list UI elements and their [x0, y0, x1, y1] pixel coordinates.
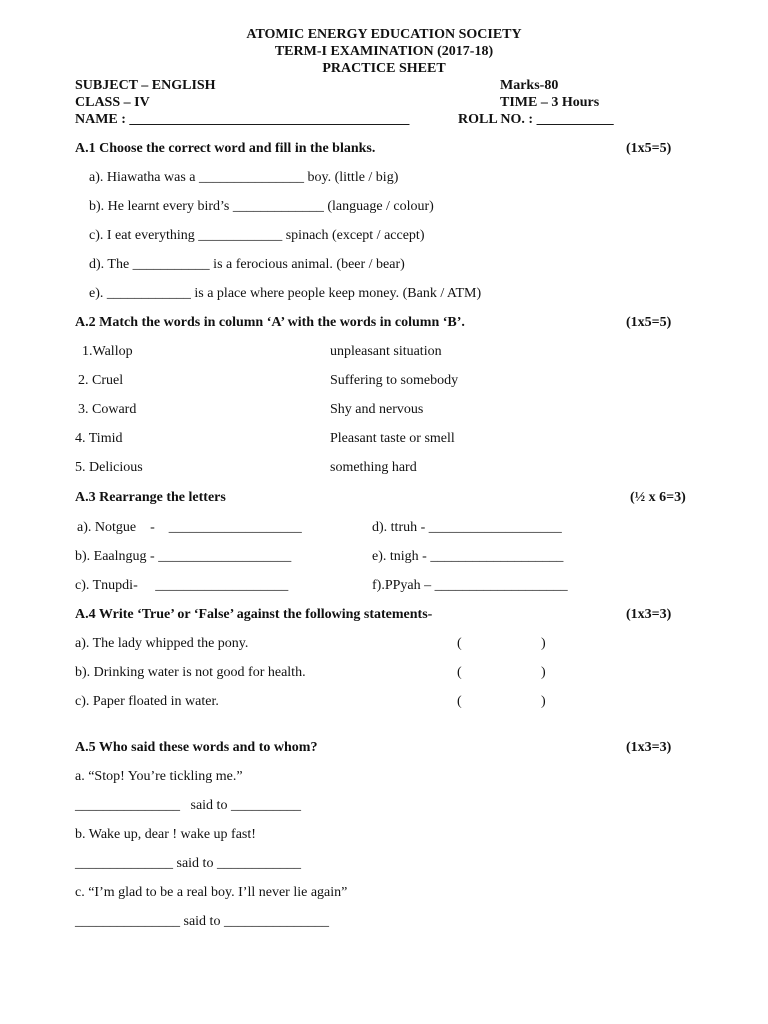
- a3-title: A.3 Rearrange the letters: [75, 490, 226, 505]
- a2-column-a-item: 4. Timid: [75, 431, 123, 446]
- a4-answer-open-paren: (: [457, 665, 462, 680]
- a4-title: A.4 Write ‘True’ or ‘False’ against the following statements-: [75, 607, 433, 622]
- a5-marks: (1x3=3): [626, 740, 672, 755]
- a2-column-b-item: Suffering to somebody: [330, 373, 459, 388]
- a3-item: e). tnigh - ___________________: [372, 549, 564, 564]
- a1-item: d). The ___________ is a ferocious animal. (beer / bear): [89, 257, 405, 272]
- time-label: TIME – 3 Hours: [500, 95, 600, 110]
- a4-answer-open-paren: (: [457, 636, 462, 651]
- a4-answer-close-paren: ): [541, 665, 546, 680]
- sheet-title: PRACTICE SHEET: [322, 61, 446, 76]
- marks-label: Marks-80: [500, 78, 559, 93]
- a4-statement: a). The lady whipped the pony.: [75, 636, 249, 651]
- a1-marks: (1x5=5): [626, 141, 672, 156]
- a4-answer-open-paren: (: [457, 694, 462, 709]
- a5-answer-line: ______________ said to ____________: [75, 856, 301, 871]
- a2-column-a-item: 2. Cruel: [78, 373, 124, 388]
- a3-marks: (½ x 6=3): [630, 490, 686, 505]
- a5-title: A.5 Who said these words and to whom?: [75, 740, 318, 755]
- name-field: NAME : ________________________________________: [75, 112, 410, 127]
- a4-answer-close-paren: ): [541, 636, 546, 651]
- roll-number-field: ROLL NO. : ___________: [458, 112, 614, 127]
- a5-quote: a. “Stop! You’re tickling me.”: [75, 769, 243, 784]
- exam-title: TERM-I EXAMINATION (2017-18): [274, 44, 494, 59]
- subject-label: SUBJECT – ENGLISH: [75, 78, 216, 93]
- class-label: CLASS – IV: [75, 95, 150, 110]
- a5-quote: b. Wake up, dear ! wake up fast!: [75, 827, 256, 842]
- a2-column-a-item: 5. Delicious: [75, 460, 143, 475]
- a1-title: A.1 Choose the correct word and fill in the blanks.: [75, 141, 376, 156]
- a2-title: A.2 Match the words in column ‘A’ with the words in column ‘B’.: [75, 315, 465, 330]
- a3-item: f).PPyah – ___________________: [372, 578, 568, 593]
- a4-marks: (1x3=3): [626, 607, 672, 622]
- a4-statement: b). Drinking water is not good for health.: [75, 665, 306, 680]
- a2-marks: (1x5=5): [626, 315, 672, 330]
- a5-quote: c. “I’m glad to be a real boy. I’ll never lie again”: [75, 885, 348, 900]
- school-society-title: ATOMIC ENERGY EDUCATION SOCIETY: [246, 27, 522, 42]
- a2-column-b-item: something hard: [330, 460, 417, 475]
- a2-column-b-item: Pleasant taste or smell: [330, 431, 455, 446]
- a5-answer-line: _______________ said to __________: [75, 798, 301, 813]
- a1-item: e). ____________ is a place where people keep money. (Bank / ATM): [89, 286, 482, 301]
- a1-item: c). I eat everything ____________ spinach (except / accept): [89, 228, 425, 243]
- a3-item: b). Eaalngug - ___________________: [75, 549, 292, 564]
- a4-statement: c). Paper floated in water.: [75, 694, 219, 709]
- a1-item: a). Hiawatha was a _______________ boy. (little / big): [89, 170, 399, 185]
- a2-column-b-item: Shy and nervous: [330, 402, 424, 417]
- a4-answer-close-paren: ): [541, 694, 546, 709]
- a5-answer-line: _______________ said to _______________: [75, 914, 329, 929]
- a2-column-a-item: 3. Coward: [78, 402, 137, 417]
- a2-column-a-item: 1.Wallop: [82, 344, 133, 359]
- a3-item: d). ttruh - ___________________: [372, 520, 562, 535]
- a3-item: c). Tnupdi- ___________________: [75, 578, 289, 593]
- a1-item: b). He learnt every bird’s _____________ (language / colour): [89, 199, 434, 214]
- a3-item: a). Notgue - ___________________: [77, 520, 302, 535]
- a2-column-b-item: unpleasant situation: [330, 344, 442, 359]
